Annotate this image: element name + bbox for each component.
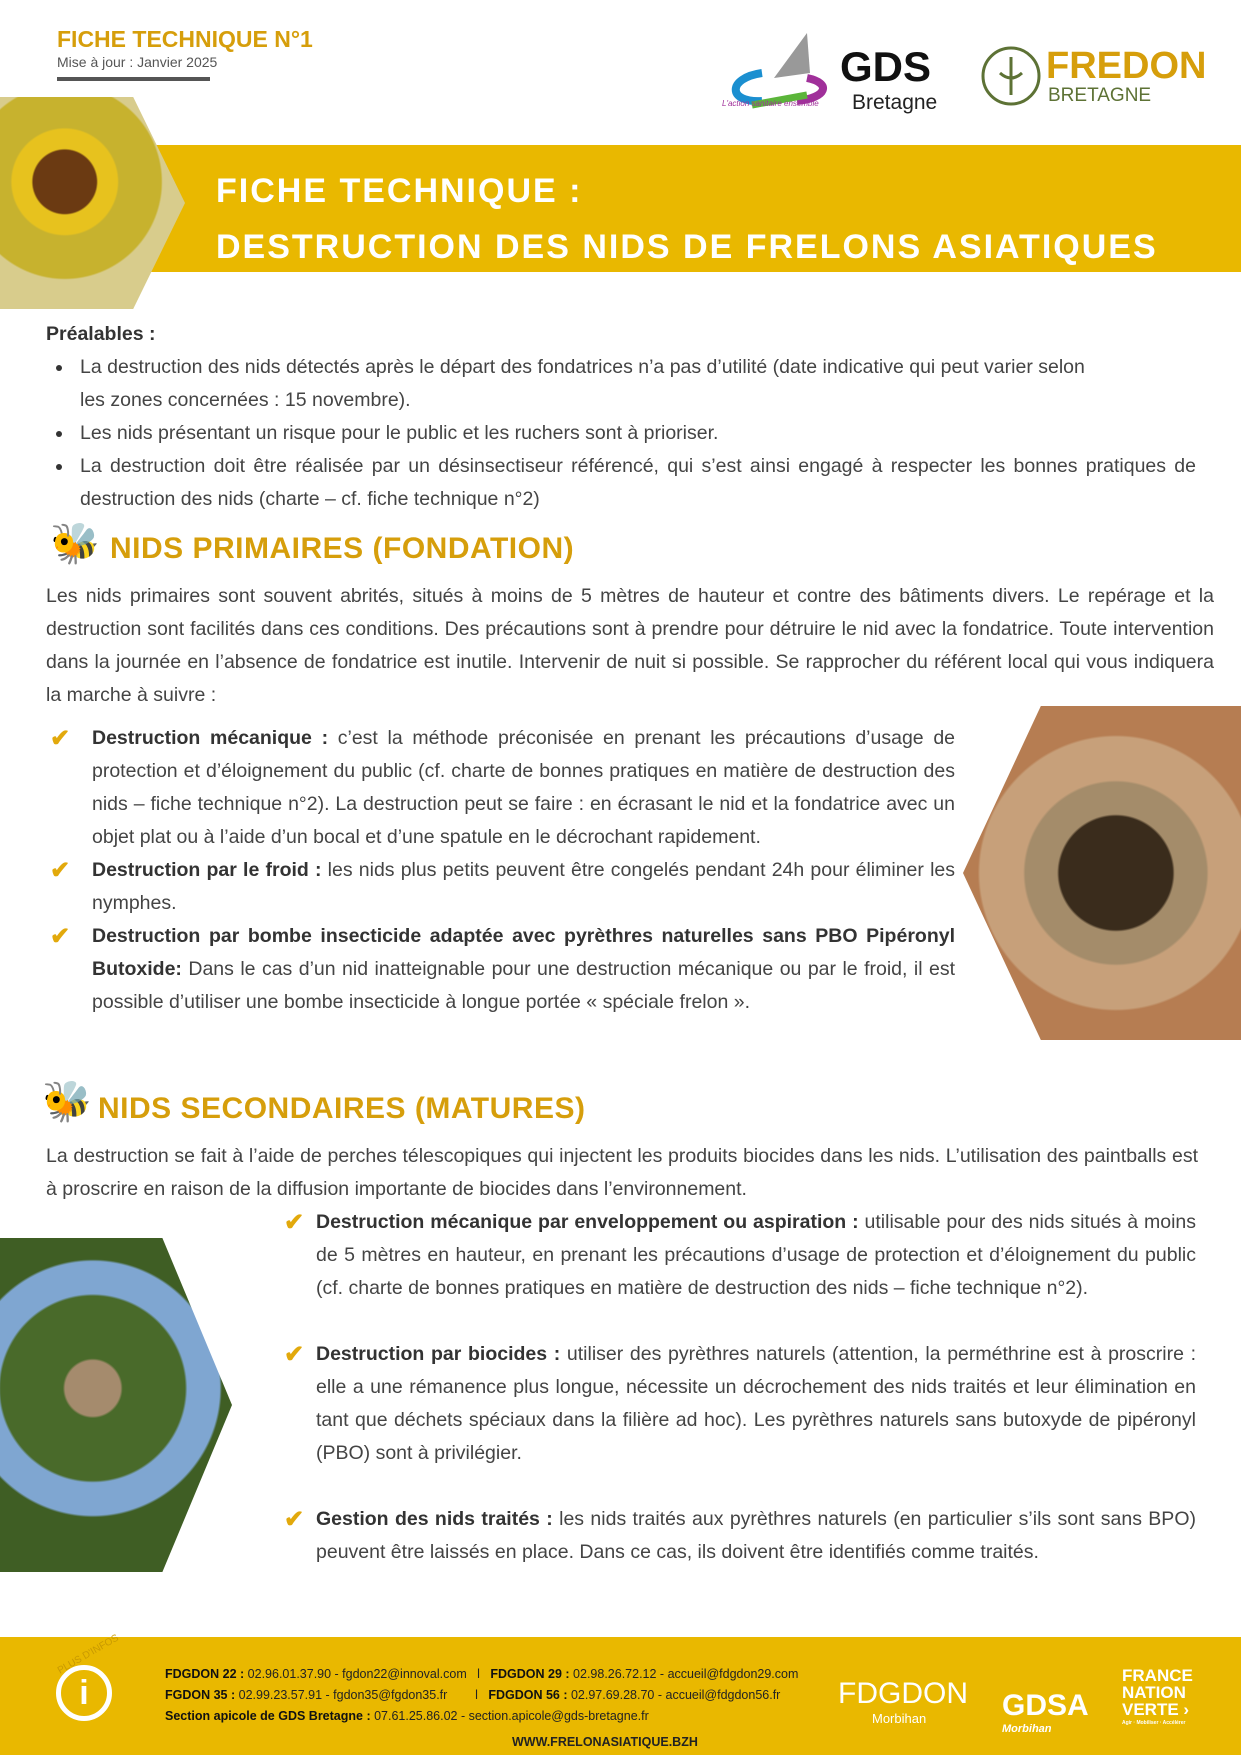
fredon-text: FREDON	[1046, 45, 1207, 87]
check-icon: ✔	[284, 1506, 305, 1533]
list-item: Les nids présentant un risque pour le public et les ruchers sont à prioriser.	[46, 417, 1196, 450]
list-item: ✔ Destruction par biocides : utiliser des pyrèthres naturels (attention, la perméthrine est à proscrire : elle a une rémanence plus longue, nécessite un décrochement des nids traités et leur élimination en tant que déchets spéciaux dans la filière ad hoc). Les pyrèthres naturels sans butoxyde de pipéronyl (PBO) sont à privilégier.	[284, 1338, 1196, 1470]
secondaires-intro: La destruction se fait à l’aide de perches télescopiques qui injectent les produits biocides dans les nids. L’utilisation des paintballs est à proscrire en raison de la diffusion importante de biocides dans l’environnement.	[46, 1145, 1198, 1200]
gds-text: GDS	[840, 43, 932, 90]
primaires-intro: Les nids primaires sont souvent abrités, situés à moins de 5 mètres de hauteur et contre des bâtiments divers. Le repérage et la destruction sont facilités dans ces conditions. Des précautions sont à prendre pour détruire le nid avec la fondatrice. Toute intervention dans la journée en l’absence de fondatrice est inutile. Intervenir de nuit si possible. Se rapprocher du référent local qui vous indiquera la marche à suivre :	[46, 585, 1214, 706]
gds-sub: Bretagne	[852, 91, 938, 114]
fredon-bretagne-logo	[980, 45, 1210, 110]
title-line-2: DESTRUCTION DES NIDS DE FRELONS ASIATIQUES	[216, 228, 1158, 266]
wasp-icon: 🐝	[50, 522, 100, 566]
primaires-list	[50, 722, 955, 1019]
list-item: La destruction des nids détectés après le départ des fondatrices n’a pas d’utilité (date indicative qui peut varier selon les zones concernées : 15 novembre).	[46, 351, 1086, 417]
contact-line-2: FGDON 35 : 02.99.23.57.91 - fgdon35@fgdon35.fr l FDGDON 56 : 02.97.69.28.70 - accueil@fdgdon56.fr	[165, 1688, 781, 1702]
list-item: ✔ Gestion des nids traités : les nids traités aux pyrèthres naturels (en particulier s’ils sont sans BPO) peuvent être laissés en place. Dans ce cas, ils doivent être identifiés comme traités.	[284, 1503, 1196, 1569]
info-label: PLUS D'INFOS	[55, 1632, 121, 1677]
check-icon: ✔	[284, 1341, 305, 1368]
contact-line-1: FDGDON 22 : 02.96.01.37.90 - fgdon22@innoval.com l FDGDON 29 : 02.98.26.72.12 - accueil@fdgdon29.com	[165, 1667, 799, 1681]
wasp-icon: 🐝	[42, 1080, 92, 1124]
title-line-1: FICHE TECHNIQUE :	[216, 172, 583, 210]
primary-nest-photo	[963, 706, 1241, 1040]
list-item: ✔ Destruction par le froid : les nids plus petits peuvent être congelés pendant 24h pour éliminer les nymphes.	[50, 854, 955, 920]
contact-line-3: Section apicole de GDS Bretagne : 07.61.25.86.02 - section.apicole@gds-bretagne.fr	[165, 1709, 649, 1723]
check-icon: ✔	[50, 857, 71, 884]
secondary-nest-photo	[0, 1238, 232, 1572]
gds-bretagne-logo	[722, 33, 962, 113]
list-item: ✔ Destruction mécanique : c’est la méthode préconisée en prenant les précautions d’usage de protection et d’éloignement du public (cf. charte de bonnes pratiques en matière de destruction des nids – fiche technique n°2). La destruction peut se faire : en écrasant le nid et la fondatrice avec un objet plat ou à l’aide d’un bocal et d’une spatule en le décrochant rapidement.	[50, 722, 955, 854]
divider	[57, 77, 210, 81]
fiche-number: FICHE TECHNIQUE N°1	[57, 26, 313, 52]
footer	[0, 1632, 1241, 1755]
list-item: ✔ Destruction par bombe insecticide adaptée avec pyrèthres naturelles sans PBO Pipéronyl Butoxide: Dans le cas d’un nid inatteignable pour une destruction mécanique ou par le froid, il est possible d’utiliser une bombe insecticide à longue portée « spéciale frelon ».	[50, 920, 955, 1019]
fredon-sub: BRETAGNE	[1048, 85, 1152, 106]
gds-tagline: L'action sanitaire ensemble	[722, 99, 819, 108]
prealables-heading: Préalables :	[46, 323, 156, 345]
prealables-section	[46, 318, 1196, 516]
list-item: La destruction doit être réalisée par un désinsectiseur référencé, qui s’est ainsi engagé à respecter les bonnes pratiques de destruction des nids (charte – cf. fiche technique n°2)	[46, 450, 1196, 516]
update-date: Mise à jour : Janvier 2025	[57, 54, 218, 70]
page-title	[216, 163, 1158, 275]
check-icon: ✔	[284, 1209, 305, 1236]
primaires-heading: NIDS PRIMAIRES (FONDATION)	[110, 532, 575, 565]
fdgdon-morbihan-logo: FDGDON Morbihan	[838, 1677, 968, 1726]
check-icon: ✔	[50, 725, 71, 752]
hornet-photo	[0, 97, 185, 309]
secondaires-list	[284, 1206, 1196, 1569]
gdsa-logo: GDSA Morbihan	[1002, 1689, 1089, 1735]
secondaires-heading: NIDS SECONDAIRES (MATURES)	[98, 1092, 586, 1125]
website-link[interactable]: WWW.FRELONASIATIQUE.BZH	[512, 1735, 698, 1749]
france-nation-verte-logo: FRANCE NATION VERTE › Agir · Mobiliser · Accélérer	[1122, 1666, 1193, 1726]
check-icon: ✔	[50, 923, 71, 950]
info-icon: i	[56, 1665, 112, 1721]
list-item: ✔ Destruction mécanique par enveloppement ou aspiration : utilisable pour des nids situés à moins de 5 mètres en hauteur, en prenant les précautions d’usage de protection et d’éloignement du public (cf. charte de bonnes pratiques en matière de destruction des nids – fiche technique n°2).	[284, 1206, 1196, 1305]
